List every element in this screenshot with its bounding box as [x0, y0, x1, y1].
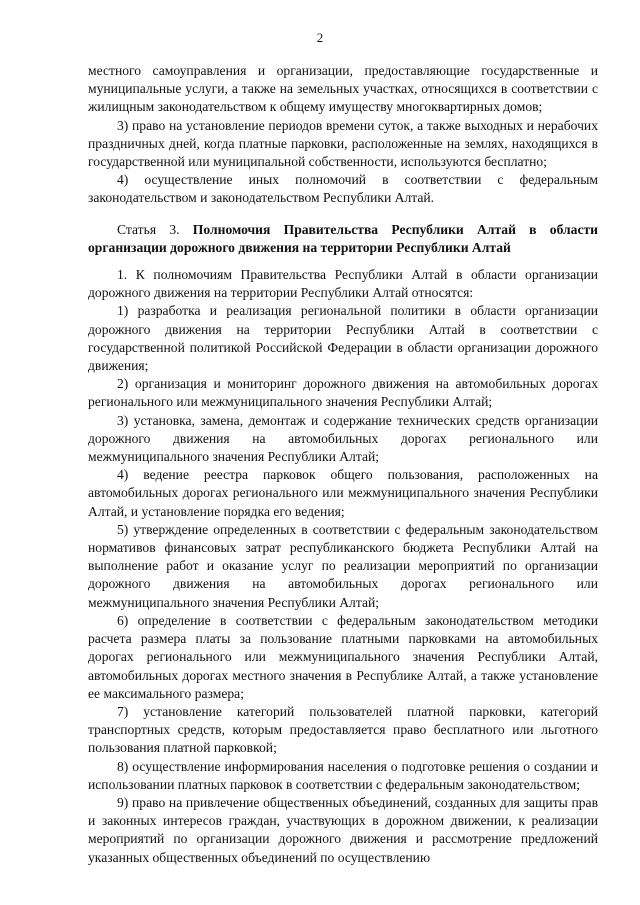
paragraph-item-3: 3) право на установление периодов времени суток, а также выходных и нерабочих праздничных дней, когда платные парковки, расположенные на землях, находящихся в государственной или муниципальной собственности, используются бесплатно;: [88, 117, 598, 170]
paragraph-subitem-1: 1) разработка и реализация региональной политики в области организации дорожного движения на территории Республики Алтай в соответствии с государственной политикой Российской Федерации в области организации дорожного движения;: [88, 303, 598, 374]
paragraph-continuation: местного самоуправления и организации, предоставляющие государственные и муниципальные услуги, а также на земельных участках, относящихся в соответствии с жилищным законодательством к общему имуществу многоквартирных домов;: [88, 63, 598, 115]
paragraph-subitem-6: 6) определение в соответствии с федеральным законодательством методики расчета размера платы за пользование платными парковками на автомобильных дорогах регионального или межмуниципального значения Республики Алтай, автомобильных дорогах местного значения в Республике Алтай, а также установление ее максимального размера;: [88, 612, 598, 701]
paragraph-item-4: 4) осуществление иных полномочий в соответствии с федеральным законодательством и законодательством Республики Алтай.: [88, 172, 598, 206]
paragraph-subitem-2: 2) организация и мониторинг дорожного движения на автомобильных дорогах регионального или межмуниципального значения Республики Алтай;: [88, 376, 598, 410]
article-title: Полномочия Правительства Республики Алтай в области организации дорожного движения на территории Республики Алтай: [88, 221, 598, 255]
paragraph-subitem-3: 3) установка, замена, демонтаж и содержание технических средств организации дорожного движения на автомобильных дорогах регионального или межмуниципального значения Республики Алтай;: [88, 412, 598, 465]
article-label: Статья 3.: [117, 221, 180, 237]
page-number: 2: [316, 30, 324, 45]
paragraph-subitem-5: 5) утверждение определенных в соответствии с федеральным законодательством нормативов финансовых затрат республиканского бюджета Республики Алтай на выполнение работ и оказание услуг по реализации мероприятий по организации дорожного движения на автомобильных дорогах регионального или межмуниципального значения Республики Алтай;: [88, 521, 598, 610]
paragraph-subitem-9: 9) право на привлечение общественных объединений, созданных для защиты прав и законных интересов граждан, участвующих в дорожном движении, к реализации мероприятий по организации дорожного движения и рассмотрение предложений указанных общественных объединений по осуществлению: [88, 794, 598, 865]
article-heading: [88, 221, 598, 257]
paragraph-subitem-7: 7) установление категорий пользователей платной парковки, категорий транспортных средств, которым предоставляется право бесплатного или льготного пользования платной парковкой;: [88, 703, 598, 756]
document-body: [88, 62, 598, 867]
paragraph-subitem-4: 4) ведение реестра парковок общего пользования, расположенных на автомобильных дорогах регионального или межмуниципального значения Республики Алтай, и установление порядка его ведения;: [88, 467, 598, 519]
paragraph-subitem-8: 8) осуществление информирования населения о подготовке решения о создании и использовании платных парковок в соответствии с федеральным законодательством;: [88, 758, 598, 792]
paragraph-clause-1: 1. К полномочиям Правительства Республики Алтай в области организации дорожного движения на территории Республики Алтай относятся:: [88, 267, 598, 301]
